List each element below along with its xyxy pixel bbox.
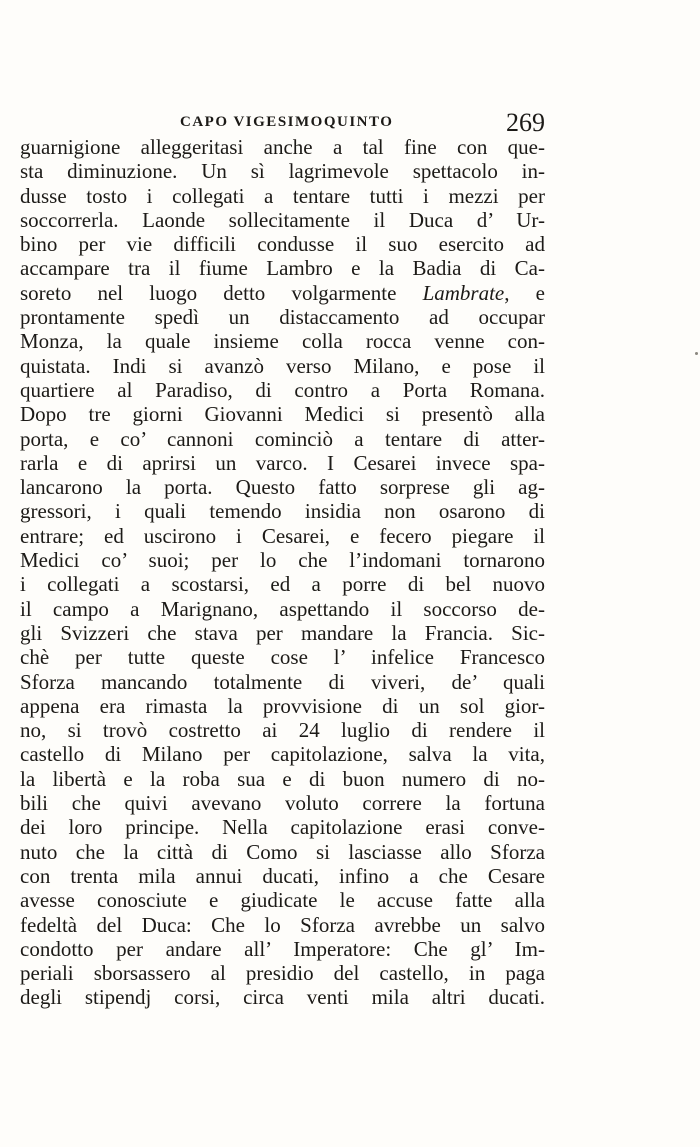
- text-line: lancarono la porta. Questo fatto sorprese gli ag-: [20, 475, 545, 500]
- text-line: condotto per andare all’ Imperatore: Che gl’ Im-: [20, 936, 545, 961]
- text-line: fedeltà del Duca: Che lo Sforza avrebbe un salvo: [20, 912, 545, 937]
- text-line: sta diminuzione. Un sì lagrimevole spettacolo in-: [20, 159, 545, 184]
- text-line: Monza, la quale insieme colla rocca venne con-: [20, 329, 545, 354]
- text-line: rarla e di aprirsi un varco. I Cesarei invece spa-: [20, 450, 545, 475]
- text-line: degli stipendj corsi, circa venti mila altri ducati.: [20, 985, 545, 1010]
- text-line: porta, e co’ cannoni cominciò a tentare di atter-: [20, 426, 545, 451]
- text-line: dei loro principe. Nella capitolazione erasi conve-: [20, 815, 545, 840]
- text-line: guarnigione alleggeritasi anche a tal fine con que-: [20, 135, 545, 159]
- text-segment: , e: [504, 280, 545, 305]
- text-line: quartiere al Paradiso, di contro a Porta Romana.: [20, 377, 545, 402]
- text-line: bino per vie difficili condusse il suo esercito ad: [20, 232, 545, 257]
- text-line: i collegati a scostarsi, ed a porre di bel nuovo: [20, 572, 545, 597]
- text-line: no, si trovò costretto ai 24 luglio di rendere il: [20, 718, 545, 743]
- text-line: gressori, i quali temendo insidia non osarono di: [20, 499, 545, 524]
- italic-place-name: Lambrate: [422, 280, 505, 305]
- text-line: chè per tutte queste cose l’ infelice Francesco: [20, 645, 545, 670]
- page-number: 269: [506, 108, 545, 137]
- text-line: Medici co’ suoi; per lo che l’indomani tornarono: [20, 548, 545, 573]
- text-line: soccorrerla. Laonde sollecitamente il Duca d’ Ur-: [20, 207, 545, 232]
- text-line: appena era rimasta la provvisione di un sol gior-: [20, 693, 545, 718]
- running-head: [20, 108, 545, 138]
- text-line: con trenta mila annui ducati, infino a che Cesare: [20, 863, 545, 888]
- running-title: CAPO VIGESIMOQUINTO: [180, 114, 394, 130]
- text-line: castello di Milano per capitolazione, salva la vita,: [20, 742, 545, 767]
- text-line: dusse tosto i collegati a tentare tutti i mezzi per: [20, 183, 545, 208]
- text-line: Dopo tre giorni Giovanni Medici si presentò alla: [20, 402, 545, 427]
- text-line: periali sborsassero al presidio del castello, in paga: [20, 961, 545, 986]
- text-line: gli Svizzeri che stava per mandare la Francia. Sic-: [20, 620, 545, 645]
- text-line: quistata. Indi si avanzò verso Milano, e pose il: [20, 353, 545, 378]
- text-line: avesse conosciute e giudicate le accuse fatte alla: [20, 888, 545, 913]
- body-text: [20, 135, 545, 1010]
- text-segment: soreto nel luogo detto volgarmente: [20, 280, 397, 305]
- text-line: accampare tra il fiume Lambro e la Badia di Ca-: [20, 256, 545, 281]
- page-edge-speck: [695, 352, 698, 355]
- text-line: bili che quivi avevano voluto correre la fortuna: [20, 791, 545, 816]
- text-line: [20, 281, 545, 305]
- text-line: nuto che la città di Como si lasciasse allo Sforza: [20, 839, 545, 864]
- text-line: entrare; ed uscirono i Cesarei, e fecero piegare il: [20, 523, 545, 548]
- text-line: la libertà e la roba sua e di buon numero di no-: [20, 766, 545, 791]
- text-line: il campo a Marignano, aspettando il soccorso de-: [20, 596, 545, 621]
- text-line: Sforza mancando totalmente di viveri, de’ quali: [20, 669, 545, 694]
- text-line: prontamente spedì un distaccamento ad occupar: [20, 305, 545, 330]
